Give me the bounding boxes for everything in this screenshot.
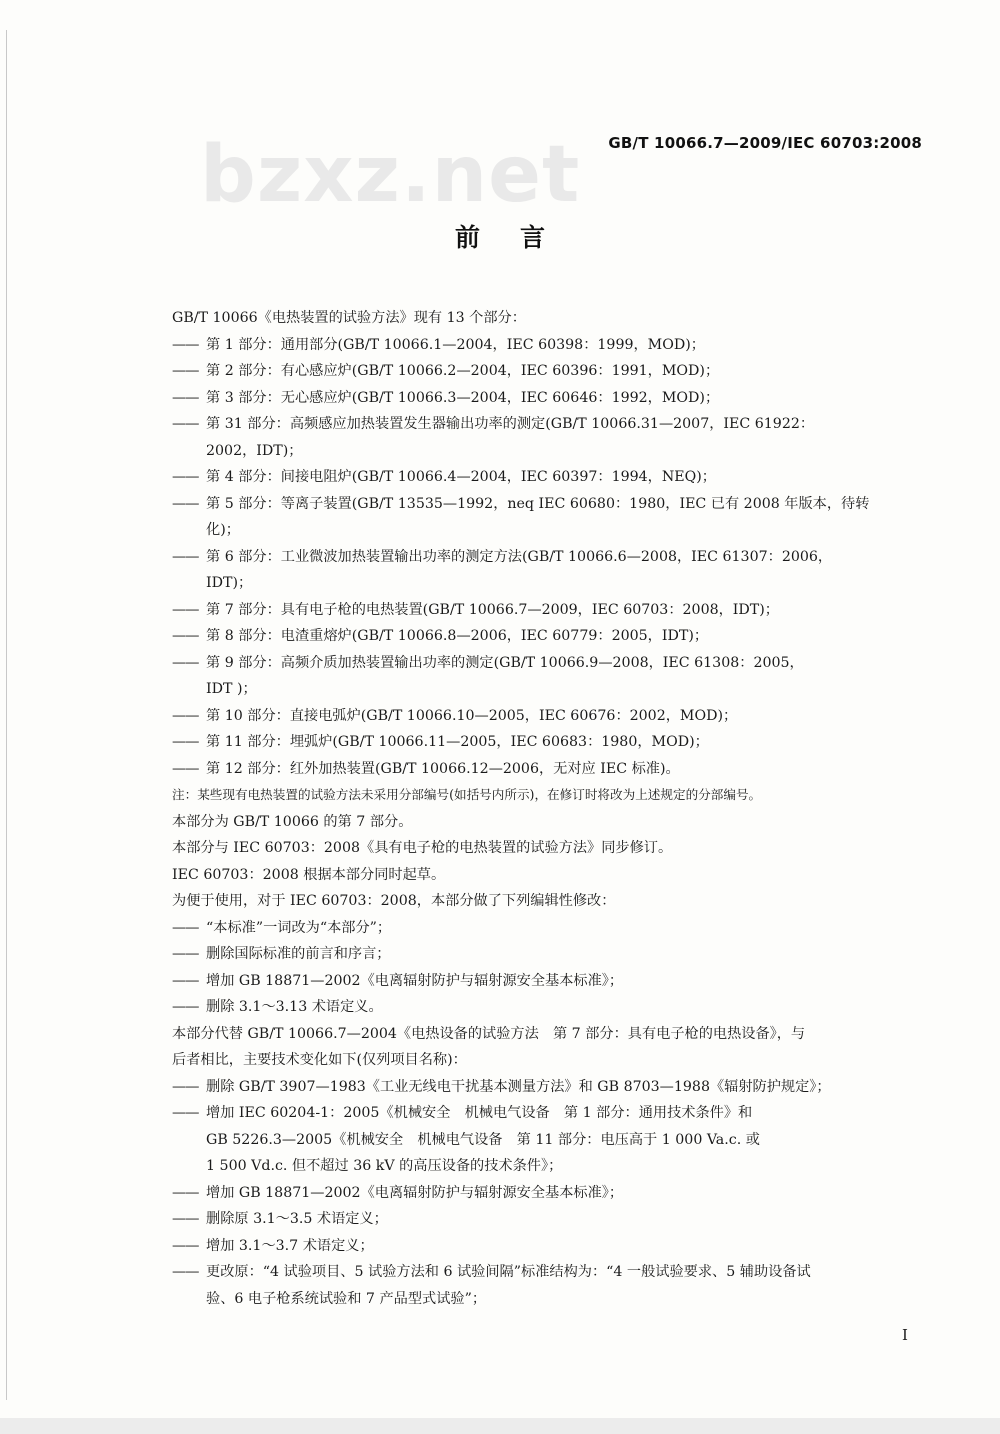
dash-marker: —— bbox=[172, 654, 199, 671]
list-item bbox=[172, 358, 922, 385]
list-item-continuation: 2002，IDT)； bbox=[206, 442, 303, 459]
document-body bbox=[172, 305, 922, 1312]
list-item-continuation: IDT)； bbox=[206, 575, 253, 591]
dash-marker: —— bbox=[172, 1237, 199, 1254]
dash-marker: —— bbox=[172, 707, 199, 724]
list-item bbox=[172, 968, 922, 995]
list-item bbox=[172, 1180, 922, 1207]
list-item-text: 增加 GB 18871—2002《电离辐射防护与辐射源安全基本标准》； bbox=[206, 972, 624, 989]
list-item bbox=[172, 994, 922, 1021]
list-item-text: 删除 GB/T 3907—1983《工业无线电干扰基本测量方法》和 GB 8703—1988《辐射防护规定》； bbox=[206, 1078, 831, 1095]
dash-marker: —— bbox=[172, 1211, 199, 1227]
dash-marker: —— bbox=[172, 495, 199, 512]
dash-marker: —— bbox=[172, 734, 199, 750]
page-title: 前言 bbox=[454, 223, 585, 252]
list-item-text: “本标准”一词改为“本部分”； bbox=[206, 919, 392, 936]
list-item bbox=[172, 756, 922, 783]
dash-marker: —— bbox=[172, 469, 199, 485]
dash-marker: —— bbox=[172, 760, 199, 777]
changes-list bbox=[172, 1074, 922, 1313]
list-item-text: 第 9 部分：高频介质加热装置输出功率的测定(GB/T 10066.9—2008，IEC 61308：2005， bbox=[206, 654, 804, 671]
list-item-text: 增加 GB 18871—2002《电离辐射防护与辐射源安全基本标准》； bbox=[206, 1184, 624, 1201]
intro-paragraph: GB/T 10066《电热装置的试验方法》现有 13 个部分： bbox=[172, 310, 526, 326]
replace-paragraph-line: 本部分代替 GB/T 10066.7—2004《电热设备的试验方法 第 7 部分：具有电子枪的电热设备》，与 bbox=[172, 1025, 806, 1042]
note: 注：某些现有电热装置的试验方法未采用分部编号(如括号内所示)，在修订时将改为上述规定的分部编号。 bbox=[172, 787, 762, 802]
list-item-text: 第 31 部分：高频感应加热装置发生器输出功率的测定(GB/T 10066.31—2007，IEC 61922： bbox=[206, 416, 815, 432]
dash-marker: —— bbox=[172, 1264, 199, 1280]
dash-marker: —— bbox=[172, 1105, 199, 1121]
replace-paragraph-line: 后者相比，主要技术变化如下(仅列项目名称)： bbox=[172, 1052, 467, 1068]
list-item bbox=[172, 544, 922, 571]
dash-marker: —— bbox=[172, 548, 199, 565]
list-item bbox=[172, 703, 922, 730]
dash-marker: —— bbox=[172, 601, 199, 618]
list-item-text: 第 4 部分：间接电阻炉(GB/T 10066.4—2004，IEC 60397：1994，NEQ)； bbox=[206, 469, 716, 485]
dash-marker: —— bbox=[172, 972, 199, 989]
list-item-text: 增加 IEC 60204-1：2005《机械安全 机械电气设备 第 1 部分：通用技术条件》和 bbox=[206, 1105, 753, 1121]
list-item-text: 第 3 部分：无心感应炉(GB/T 10066.3—2004，IEC 60646：1992，MOD)； bbox=[206, 389, 720, 406]
list-item bbox=[172, 411, 922, 438]
list-item bbox=[172, 1206, 922, 1233]
list-item bbox=[172, 332, 922, 359]
list-item bbox=[172, 385, 922, 412]
list-item-text: 第 7 部分：具有电子枪的电热装置(GB/T 10066.7—2009，IEC 60703：2008，IDT)； bbox=[206, 601, 779, 618]
page-number: I bbox=[902, 1326, 908, 1344]
list-item bbox=[172, 1233, 922, 1260]
list-item-continuation: 验、6 电子枪系统试验和 7 产品型式试验”； bbox=[206, 1290, 487, 1307]
list-item-text: 第 5 部分：等离子装置(GB/T 13535—1992，neq IEC 60680：1980，IEC 已有 2008 年版本，待转 bbox=[206, 495, 870, 512]
list-item-continuation: GB 5226.3—2005《机械安全 机械电气设备 第 11 部分：电压高于 1 000 Va.c. 或 bbox=[206, 1131, 760, 1148]
list-item-continuation: 化)； bbox=[206, 522, 240, 538]
list-item bbox=[172, 729, 922, 756]
list-item bbox=[172, 650, 922, 677]
list-item-text: 第 1 部分：通用部分(GB/T 10066.1—2004，IEC 60398：1999，MOD)； bbox=[206, 336, 705, 353]
list-item-text: 删除国际标准的前言和序言； bbox=[206, 946, 391, 962]
dash-marker: —— bbox=[172, 628, 199, 644]
list-item-text: 第 2 部分：有心感应炉(GB/T 10066.2—2004，IEC 60396：1991，MOD)； bbox=[206, 363, 720, 379]
dash-marker: —— bbox=[172, 389, 199, 406]
dash-marker: —— bbox=[172, 1184, 199, 1201]
list-item-text: 第 8 部分：电渣重熔炉(GB/T 10066.8—2006，IEC 60779：2005，IDT)； bbox=[206, 628, 709, 644]
dash-marker: —— bbox=[172, 946, 199, 962]
dash-marker: —— bbox=[172, 336, 199, 353]
list-item bbox=[172, 623, 922, 650]
parts-list bbox=[172, 332, 922, 783]
list-item-text: 删除 3.1～3.13 术语定义。 bbox=[206, 999, 383, 1015]
paragraph: 本部分与 IEC 60703：2008《具有电子枪的电热装置的试验方法》同步修订。 bbox=[172, 840, 673, 856]
list-item-text: 增加 3.1～3.7 术语定义； bbox=[206, 1237, 374, 1254]
dash-marker: —— bbox=[172, 416, 199, 432]
list-item-text: 第 6 部分：工业微波加热装置输出功率的测定方法(GB/T 10066.6—2008，IEC 61307：2006， bbox=[206, 548, 833, 565]
list-item bbox=[172, 464, 922, 491]
watermark: bzxz.net bbox=[200, 130, 581, 220]
paragraph: 本部分为 GB/T 10066 的第 7 部分。 bbox=[172, 813, 413, 830]
list-item-text: 第 10 部分：直接电弧炉(GB/T 10066.10—2005，IEC 60676：2002，MOD)； bbox=[206, 707, 738, 724]
list-item bbox=[172, 491, 922, 518]
dash-marker: —— bbox=[172, 999, 199, 1015]
list-item bbox=[172, 1074, 922, 1101]
edits-list bbox=[172, 915, 922, 1021]
list-item-text: 更改原：“4 试验项目、5 试验方法和 6 试验间隔”标准结构为：“4 一般试验要求、5 辅助设备试 bbox=[206, 1264, 811, 1280]
list-item bbox=[172, 941, 922, 968]
paragraph: 为便于使用，对于 IEC 60703：2008，本部分做了下列编辑性修改： bbox=[172, 893, 616, 909]
list-item bbox=[172, 597, 922, 624]
paragraph: IEC 60703：2008 根据本部分同时起草。 bbox=[172, 866, 446, 883]
list-item-continuation: 1 500 Vd.c. 但不超过 36 kV 的高压设备的技术条件》； bbox=[206, 1158, 563, 1174]
list-item-continuation: IDT )； bbox=[206, 681, 257, 697]
list-item-text: 删除原 3.1～3.5 术语定义； bbox=[206, 1211, 388, 1227]
list-item bbox=[172, 1100, 922, 1127]
list-item bbox=[172, 1259, 922, 1286]
list-item-text: 第 12 部分：红外加热装置(GB/T 10066.12—2006，无对应 IEC 标准)。 bbox=[206, 760, 680, 777]
list-item-text: 第 11 部分：埋弧炉(GB/T 10066.11—2005，IEC 60683：1980，MOD)； bbox=[206, 734, 709, 750]
bottom-band bbox=[0, 1418, 1000, 1434]
dash-marker: —— bbox=[172, 1078, 199, 1095]
standard-number: GB/T 10066.7—2009/IEC 60703:2008 bbox=[608, 134, 922, 152]
dash-marker: —— bbox=[172, 919, 199, 936]
list-item bbox=[172, 915, 922, 942]
dash-marker: —— bbox=[172, 363, 199, 379]
